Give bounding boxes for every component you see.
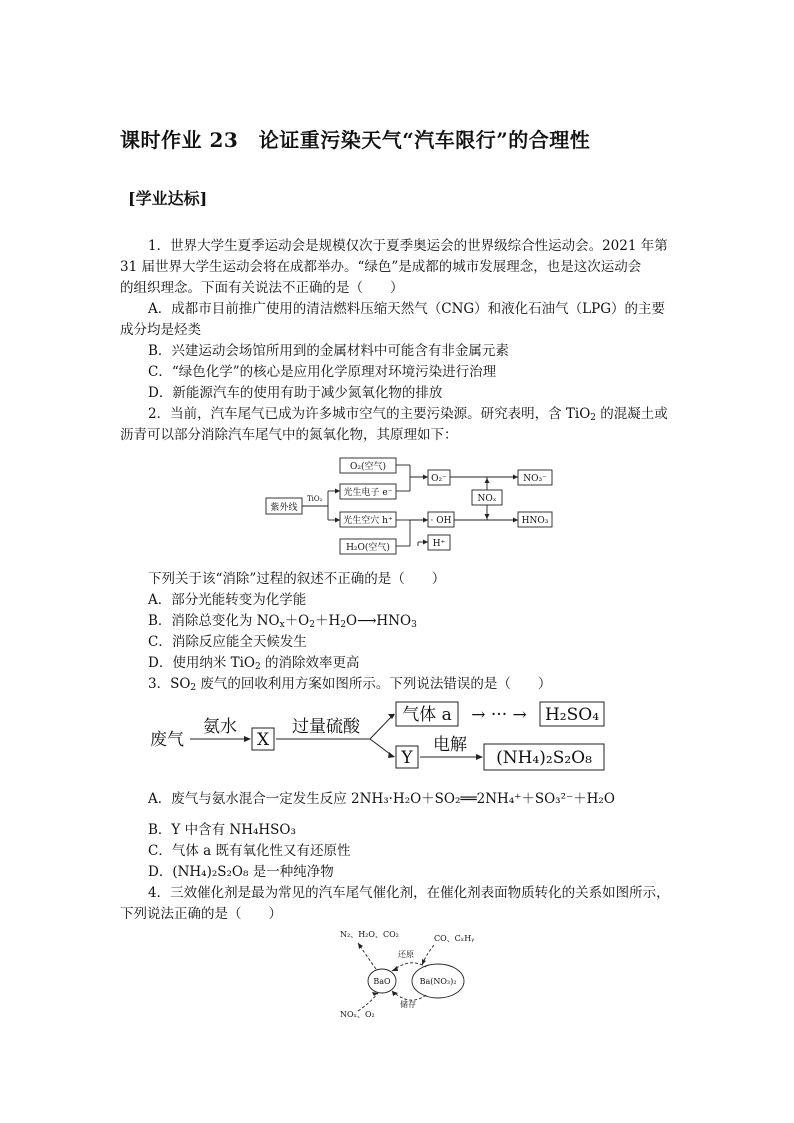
hplus-label: H⁺ <box>432 539 446 549</box>
nox-label: NOₓ <box>477 494 497 504</box>
q3-process-diagram <box>140 698 620 776</box>
q4-reductants-label: CO、CₓHᵧ <box>434 934 475 943</box>
h2so4-label: H₂SO₄ <box>544 705 600 725</box>
electron-label: 光生电子 e⁻ <box>343 488 393 498</box>
hno3-label: HNO₃ <box>521 516 549 526</box>
q1-option-b: B．兴建运动会场馆所用到的金属材料中可能含有非金属元素 <box>148 343 509 359</box>
section-heading: [学业达标] <box>128 189 208 208</box>
no3-label: NO₃⁻ <box>523 474 547 484</box>
hole-label: 光生空穴 h⁺ <box>343 516 393 526</box>
q4-line2: 下列说法正确的是（ ） <box>120 906 282 922</box>
ammonia-label: 氨水 <box>203 717 237 737</box>
q3-stem: 3．$SO_2$ 废气的回收利用方案如图所示。下列说法错误的是（ ） <box>148 676 552 693</box>
q2-option-a: A．部分光能转变为化学能 <box>148 592 307 608</box>
q1-line2: 31 届世界大学生运动会将在成都举办。“绿色”是成都的城市发展理念，也是这次运动会 <box>120 259 642 275</box>
q3-option-b: B．Y 中含有 NH₄HSO₃ <box>148 822 296 838</box>
oh-label: · OH <box>430 516 452 526</box>
q2-reaction-diagram <box>262 450 562 562</box>
q1-option-c: C．“绿色化学”的核心是应用化学原理对环境污染进行治理 <box>148 364 497 380</box>
excess-acid-label: 过量硫酸 <box>292 717 360 737</box>
gas-a-label: 气体 a <box>402 705 452 725</box>
y-box-label: Y <box>401 748 413 768</box>
q4-products-label: N₂、H₂O、CO₂ <box>340 930 399 939</box>
electrolysis-label: 电解 <box>433 735 467 755</box>
dots-arrow-label: → ··· → <box>471 705 527 725</box>
q1-line3: 的组织理念。下面有关说法不正确的是（ ） <box>120 280 404 296</box>
q4-nox-label: NOₓ、O₂ <box>340 1010 375 1019</box>
q1-option-a: A．成都市目前推广使用的清洁燃料压缩天然气（CNG）和液化石油气（LPG）的主要 <box>148 301 666 317</box>
q2-option-d: D．使用纳米 TiO$_2$ 的消除效率更高 <box>148 655 360 672</box>
q4-line1: 4．三效催化剂是最为常见的汽车尾气催化剂，在催化剂表面物质转化的关系如图所示， <box>148 885 670 901</box>
x-box-label: X <box>256 730 270 750</box>
o2-air-label: O₂(空气) <box>349 462 387 472</box>
q4-store-label: 储存 <box>400 1000 416 1009</box>
q2-line2: 沥青可以部分消除汽车尾气中的氮氧化物，其原理如下： <box>120 427 458 443</box>
page-title: 课时作业 23 论证重污染天气“汽车限行”的合理性 <box>120 128 591 152</box>
q4-reduce-label: 还原 <box>398 950 414 959</box>
q3-option-d: D．(NH₄)₂S₂O₈ 是一种纯净物 <box>148 864 334 880</box>
q1-option-a-cont: 成分均是烃类 <box>120 322 201 338</box>
q2-option-b: B．消除总变化为 $NO_x+O_2+H_2O⟶HNO_3$ <box>148 613 417 630</box>
q3-option-c: C．气体 a 既有氧化性又有还原性 <box>148 843 351 859</box>
q2-stem: 下列关于该“消除”过程的叙述不正确的是（ ） <box>148 571 446 587</box>
q4-catalyst-diagram <box>330 925 500 1025</box>
q3-option-a: A．废气与氨水混合一定发生反应 2NH₃·H₂O＋SO₂══2NH₄⁺＋SO₃²⁻＋H₂O <box>148 791 615 807</box>
tio2-label: TiO₂ <box>307 495 323 503</box>
q2-line1: 2．当前，汽车尾气已成为许多城市空气的主要污染源。研究表明，含 TiO$_2$ 的混凝土或 <box>148 406 668 423</box>
waste-gas-label: 废气 <box>150 730 184 750</box>
q1-line1: 1．世界大学生夏季运动会是规模仅次于夏季奥运会的世界级综合性运动会。2021 年第 <box>148 238 668 254</box>
ammonium-persulfate-label: (NH₄)₂S₂O₈ <box>496 748 592 768</box>
uv-label: 紫外线 <box>270 503 298 513</box>
o2-minus-label: O₂⁻ <box>431 474 447 484</box>
q2-option-c: C．消除反应能全天候发生 <box>148 634 307 650</box>
q1-option-d: D．新能源汽车的使用有助于减少氮氧化物的排放 <box>148 385 443 401</box>
h2o-air-label: H₂O(空气) <box>346 543 390 553</box>
q4-bano3-label: Ba(NO₃)₂ <box>419 977 457 986</box>
q4-bao-label: BaO <box>373 977 391 986</box>
